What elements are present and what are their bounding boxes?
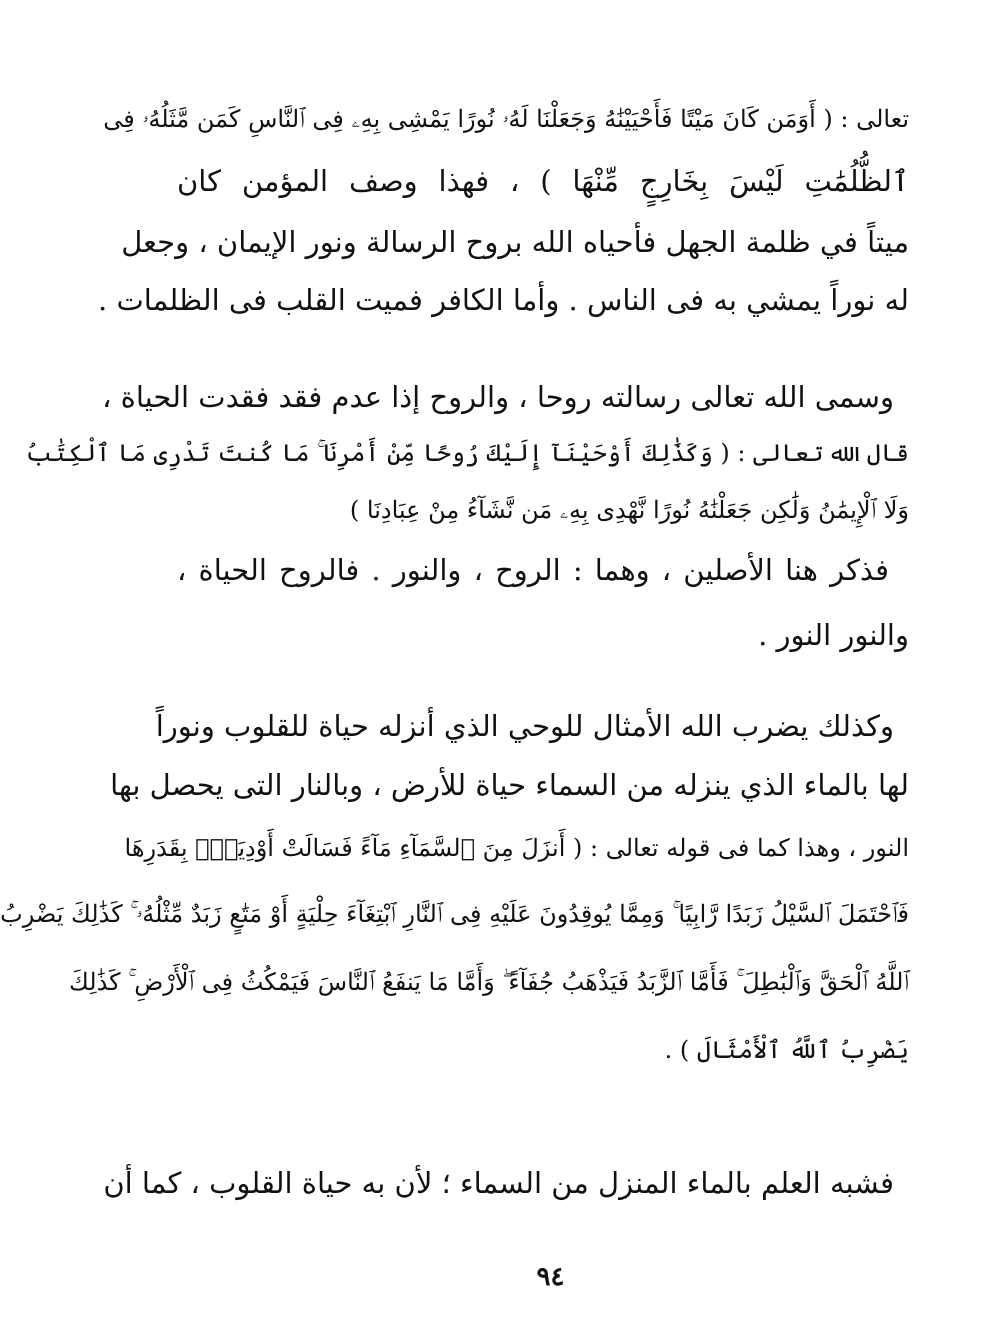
text-line: وَلَا ٱلْإِيمَٰنُ وَلَٰكِن جَعَلْنَٰهُ نُورًا نَّهْدِى بِهِۦ مَن نَّشَآءُ مِنْ عِبَادِنَا ) — [349, 496, 909, 524]
text-line: وسمى الله تعالى رسالته روحا ، والروح إذا عدم فقد فقدت الحياة ، — [102, 380, 894, 414]
text-line: قال الله تعالى : ( وَكَذَٰلِكَ أَوْحَيْنَآ إِلَيْكَ رُوحًا مِّنْ أَمْرِنَا ۚ مَا كُنتَ تَدْرِى مَا ٱلْكِتَٰبُ — [25, 439, 909, 467]
text-line: له نوراً يمشي به فى الناس . وأما الكافر فميت القلب فى الظلمات . — [98, 283, 909, 317]
text-line: تعالى : ( أَوَمَن كَانَ مَيْتًا فَأَحْيَيْنَٰهُ وَجَعَلْنَا لَهُۥ نُورًا يَمْشِى بِهِۦ فِى ٱلنَّاسِ كَمَن مَّثَلُهُۥ فِى — [103, 105, 909, 133]
text-line: ٱللَّهُ ٱلْحَقَّ وَٱلْبَٰطِلَ ۚ فَأَمَّا ٱلزَّبَدُ فَيَذْهَبُ جُفَآءً ۖ وَأَمَّا مَا يَنفَعُ ٱلنَّاسَ فَيَمْكُثُ فِى ٱلْأَرْضِ ۚ كَذَٰلِكَ — [69, 968, 909, 996]
text-line: ميتاً في ظلمة الجهل فأحياه الله بروح الرسالة ونور الإيمان ، وجعل — [121, 225, 909, 259]
text-line: فَٱحْتَمَلَ ٱلسَّيْلُ زَبَدًا رَّابِيًا ۚ وَمِمَّا يُوقِدُونَ عَلَيْهِ فِى ٱلنَّارِ ٱبْتِغَآءَ حِلْيَةٍ أَوْ مَتَٰعٍ زَبَدٌ مِّثْلُهُۥ ۚ كَذَٰلِكَ يَضْرِبُ — [0, 900, 909, 928]
text-line: فشبه العلم بالماء المنزل من السماء ؛ لأن به حياة القلوب ، كما أن — [103, 1166, 894, 1200]
text-line: فذكر هنا الأصلين ، وهما : الروح ، والنور . فالروح الحياة ، — [177, 553, 889, 587]
text-line: والنور النور . — [758, 618, 909, 652]
text-line: لها بالماء الذي ينزله من السماء حياة للأرض ، وبالنار التى يحصل بها — [110, 768, 909, 802]
text-line: يَضْرِبُ ٱللَّهُ ٱلْأَمْثَالَ ) . — [664, 1036, 909, 1064]
text-line: النور ، وهذا كما فى قوله تعالى : ( أَنزَلَ مِنَ ٱلسَّمَآءِ مَآءً فَسَالَتْ أَوْدِيَةٌۢ بِقَدَرِهَا — [124, 834, 909, 862]
text-line: ٱلظُّلُمَٰتِ لَيْسَ بِخَارِجٍ مِّنْهَا ) ، فهذا وصف المؤمن كان — [177, 164, 909, 198]
text-line: وكذلك يضرب الله الأمثال للوحي الذي أنزله حياة للقلوب ونوراً — [155, 709, 894, 743]
page-number: ٩٤ — [536, 1262, 565, 1292]
